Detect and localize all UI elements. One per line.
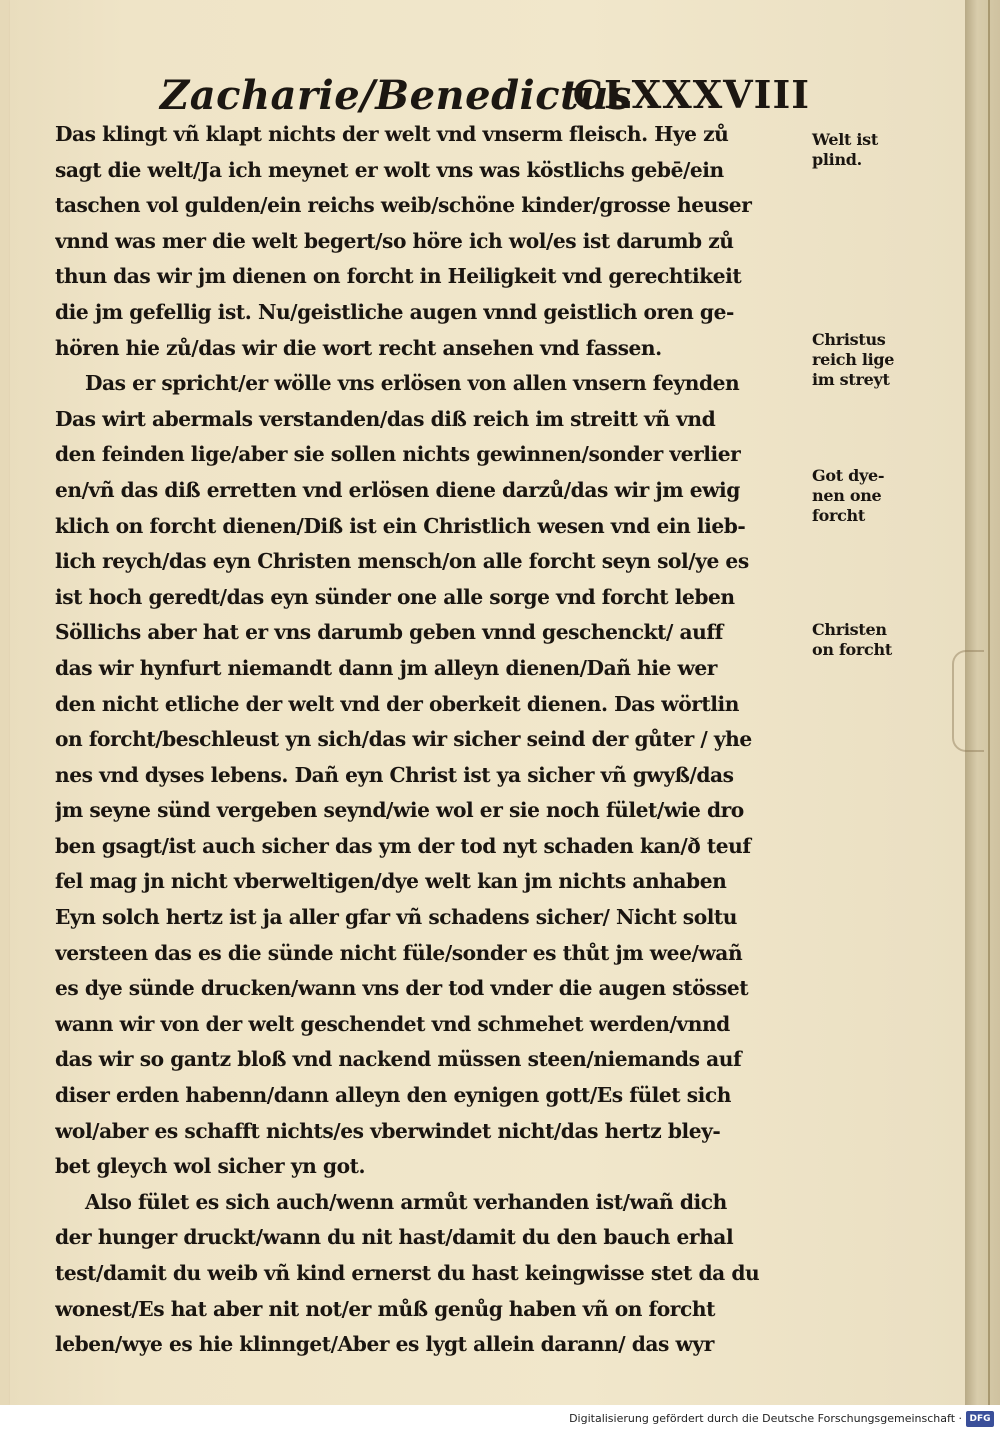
- text-line: ben gsagt/ist auch sicher das ym der tod nyt schaden kan/ð teuf: [55, 833, 751, 858]
- margin-note-line: Christus: [812, 330, 886, 349]
- margin-note-line: reich lige: [812, 350, 895, 369]
- text-line: taschen vol gulden/ein reichs weib/schöne kinder/grosse heuser: [55, 193, 752, 218]
- text-line: wann wir von der welt geschendet vnd schmehet werden/vnnd: [55, 1011, 730, 1036]
- text-line: Das klingt vñ klapt nichts der welt vnd vnserm fleisch. Hye zů: [55, 122, 729, 146]
- margin-note-line: im streyt: [812, 370, 890, 389]
- text-line: nes vnd dyses lebens. Dañ eyn Christ ist ya sicher vñ gwyß/das: [55, 762, 734, 787]
- text-line: diser erden habenn/dann alleyn den eynigen gott/Es fület sich: [55, 1083, 731, 1108]
- margin-note-line: Christen: [812, 620, 887, 639]
- text-line: bet gleych wol sicher yn got.: [55, 1154, 366, 1179]
- margin-note-line: forcht: [812, 506, 865, 525]
- text-line: es dye sünde drucken/wann vns der tod vnder die augen stösset: [55, 976, 749, 1001]
- margin-note: [812, 130, 922, 170]
- funding-credit: Digitalisierung gefördert durch die Deutsche Forschungsgemeinschaft ·: [569, 1412, 962, 1425]
- text-line: vnnd was mer die welt begert/so höre ich wol/es ist darumb zů: [55, 228, 734, 253]
- text-line: hören hie zů/das wir die wort recht ansehen vnd fassen.: [55, 335, 662, 360]
- margin-note: [812, 466, 922, 526]
- footer-bar: [0, 1405, 1000, 1435]
- text-line: jm seyne sünd vergeben seynd/wie wol er sie noch fület/wie dro: [55, 798, 744, 823]
- text-line: sagt die welt/Ja ich meynet er wolt vns was köstlichs gebē/ein: [55, 157, 724, 182]
- text-line: das wir so gantz bloß vnd nackend müssen steen/niemands auf: [55, 1047, 742, 1072]
- margin-note-line: Welt ist: [812, 130, 878, 149]
- text-line: on forcht/beschleust yn sich/das wir sicher seind der gůter / yhe: [55, 727, 752, 752]
- margin-note-line: on forcht: [812, 640, 892, 659]
- margin-note-line: plind.: [812, 150, 862, 169]
- folio-number: CLXXXVIII: [572, 72, 810, 117]
- gutter-line: [988, 0, 990, 1405]
- margin-note-line: Got dye-: [812, 466, 885, 485]
- text-line: Das er spricht/er wölle vns erlösen von allen vnsern feynden: [85, 371, 740, 396]
- text-line: das wir hynfurt niemandt dann jm alleyn dienen/Dañ hie wer: [55, 655, 717, 680]
- text-line: Eyn solch hertz ist ja aller gfar vñ schadens sicher/ Nicht soltu: [55, 905, 738, 930]
- text-line: die jm gefellig ist. Nu/geistliche augen vnnd geistlich oren ge-: [55, 299, 734, 324]
- text-line: wonest/Es hat aber nit not/er můß genůg haben vñ on forcht: [55, 1296, 715, 1321]
- text-line: leben/wye es hie klinnget/Aber es lygt allein darann/ das wyr: [55, 1332, 714, 1357]
- text-line: der hunger druckt/wann du nit hast/damit du den bauch erhal: [55, 1225, 734, 1250]
- margin-note: [812, 620, 922, 660]
- text-line: wol/aber es schafft nichts/es vberwindet nicht/das hertz bley-: [55, 1118, 721, 1143]
- margin-note-line: nen one: [812, 486, 882, 505]
- text-line: Also fület es sich auch/wenn armůt verhanden ist/wañ dich: [85, 1189, 727, 1214]
- text-line: test/damit du weib vñ kind ernerst du hast keingwisse stet da du: [55, 1261, 760, 1285]
- text-line: versteen das es die sünde nicht füle/sonder es thůt jm wee/wañ: [55, 940, 743, 965]
- text-line: Söllichs aber hat er vns darumb geben vnnd geschenckt/ auff: [55, 620, 723, 645]
- text-line: den feinden lige/aber sie sollen nichts gewinnen/sonder verlier: [55, 442, 741, 467]
- text-line: klich on forcht dienen/Diß ist ein Christlich wesen vnd ein lieb-: [55, 513, 746, 538]
- text-line: fel mag jn nicht vberweltigen/dye welt kan jm nichts anhaben: [55, 869, 727, 894]
- text-line: en/vñ das diß erretten vnd erlösen diene darzů/das wir jm ewig: [55, 477, 740, 502]
- dfg-logo: DFG: [966, 1411, 994, 1427]
- running-title: Zacharie/Benedictus: [160, 72, 632, 119]
- clip-mark: [952, 650, 984, 752]
- text-line: ist hoch geredt/das eyn sünder one alle sorge vnd forcht leben: [55, 584, 735, 609]
- text-line: den nicht etliche der welt vnd der oberkeit dienen. Das wörtlin: [55, 691, 739, 716]
- body-text: [55, 117, 800, 1363]
- text-line: Das wirt abermals verstanden/das diß reich im streitt vñ vnd: [55, 406, 716, 431]
- text-line: lich reych/das eyn Christen mensch/on alle forcht seyn sol/ye es: [55, 549, 749, 574]
- margin-note: [812, 330, 922, 390]
- text-line: thun das wir jm dienen on forcht in Heiligkeit vnd gerechtikeit: [55, 264, 742, 289]
